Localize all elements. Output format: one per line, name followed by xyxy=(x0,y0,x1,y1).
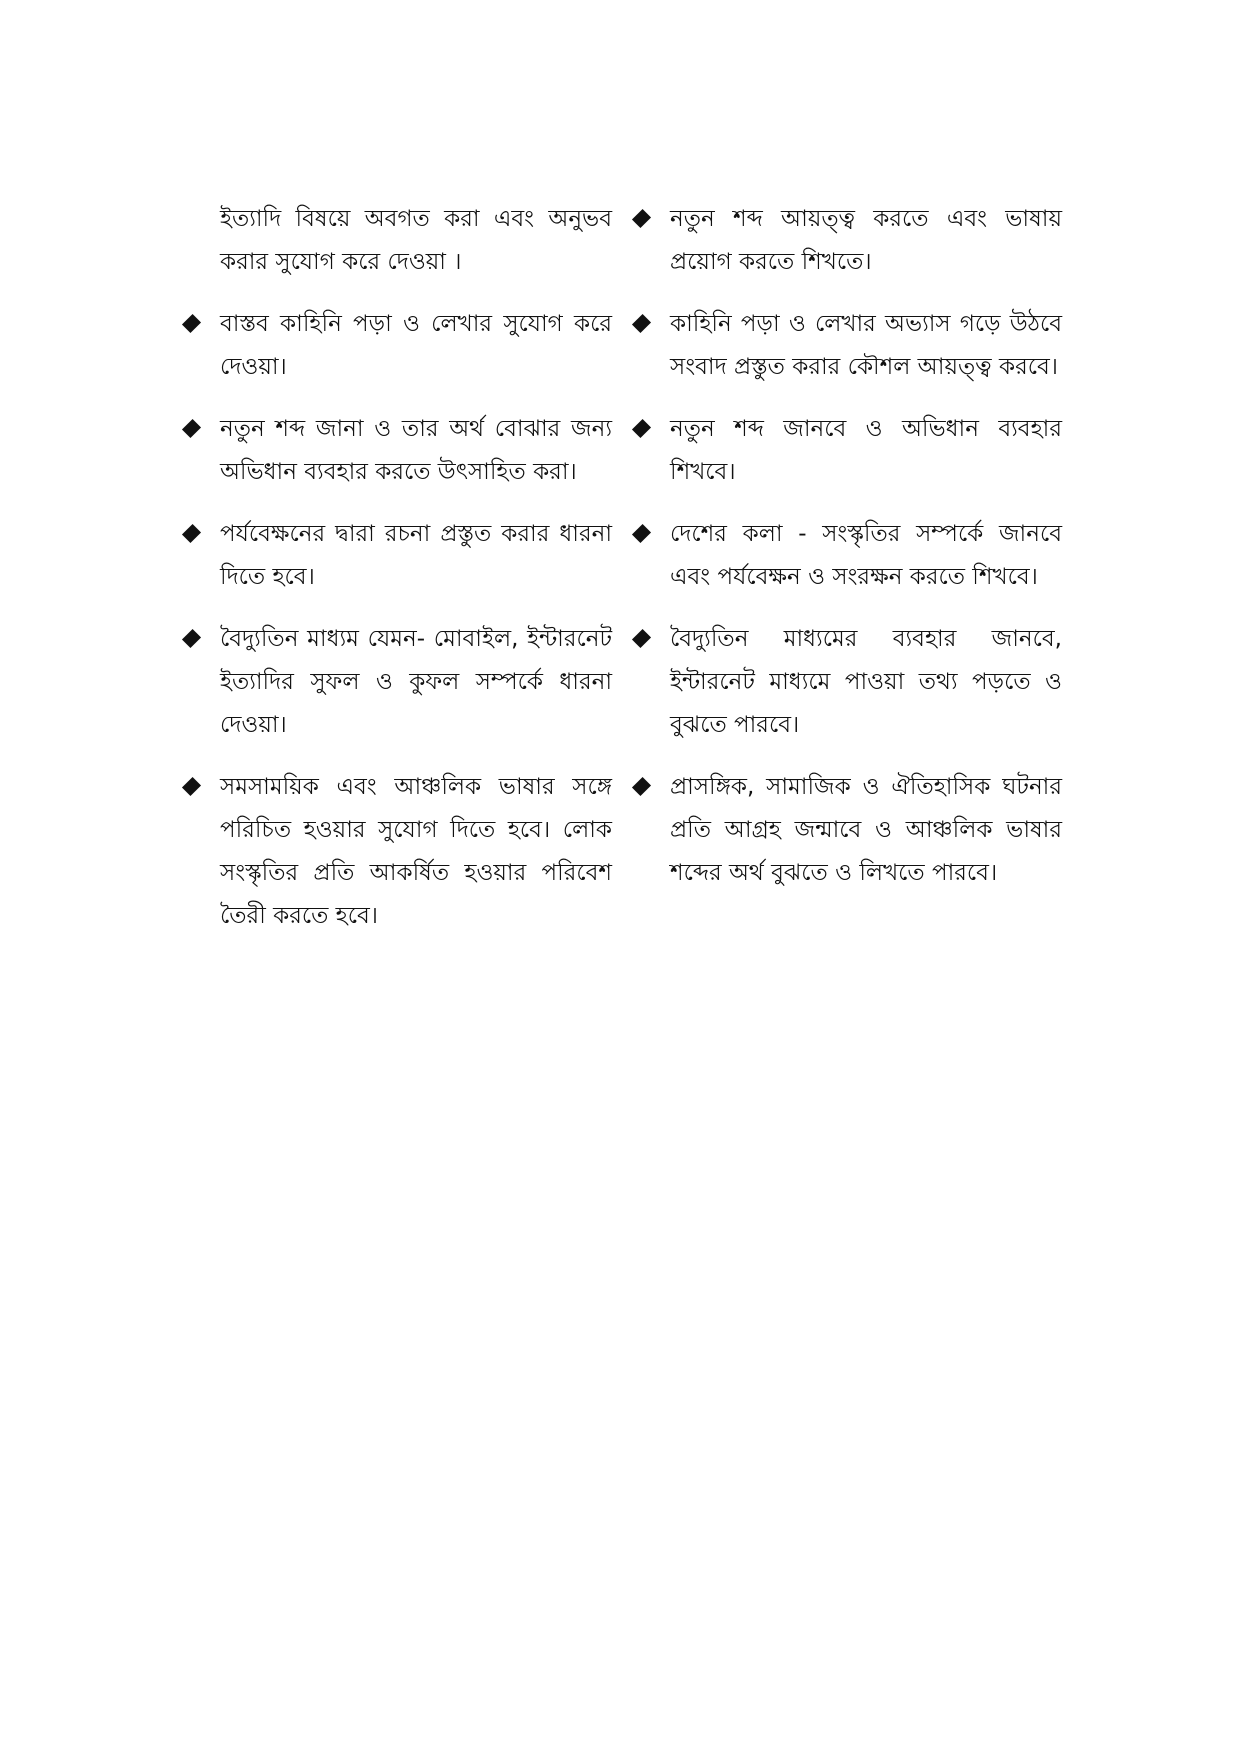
list-item-text: প্রাসঙ্গিক, সামাজিক ও ঐতিহাসিক ঘটনার প্রতি আগ্রহ জন্মাবে ও আঞ্চলিক ভাষার শব্দের অর্থ বুঝতে ও লিখতে পারবে। xyxy=(670,774,1062,886)
list-item xyxy=(180,303,612,389)
list-item xyxy=(180,198,612,284)
list-item xyxy=(630,618,1062,747)
list-item xyxy=(180,766,612,938)
list-item-text: বাস্তব কাহিনি পড়া ও লেখার সুযোগ করে দেওয়া। xyxy=(220,311,612,380)
list-item-text: দেশের কলা - সংস্কৃতির সম্পর্কে জানবে এবং পর্যবেক্ষন ও সংরক্ষন করতে শিখবে। xyxy=(670,521,1062,590)
list-item xyxy=(630,303,1062,389)
list-item-text: কাহিনি পড়া ও লেখার অভ্যাস গড়ে উঠবে সংবাদ প্রস্তুত করার কৌশল আয়ত্ত্ব করবে। xyxy=(670,311,1062,380)
diamond-bullet-icon xyxy=(632,524,651,543)
list-item-text: নতুন শব্দ জানা ও তার অর্থ বোঝার জন্য অভিধান ব্যবহার করতে উৎসাহিত করা। xyxy=(220,416,612,485)
diamond-bullet-icon xyxy=(632,629,651,648)
diamond-bullet-icon xyxy=(182,419,201,438)
list-item-text: সমসাময়িক এবং আঞ্চলিক ভাষার সঙ্গে পরিচিত হওয়ার সুযোগ দিতে হবে। লোক সংস্কৃতির প্রতি আকর্ষিত হওয়ার পরিবেশ তৈরী করতে হবে। xyxy=(220,774,612,929)
list-item-text: বৈদ্যুতিন মাধ্যম যেমন- মোবাইল, ইন্টারনেট ইত্যাদির সুফল ও কুফল সম্পর্কে ধারনা দেওয়া। xyxy=(220,626,612,738)
left-column xyxy=(180,198,612,957)
right-column xyxy=(630,198,1062,914)
list-item xyxy=(180,618,612,747)
list-item xyxy=(180,513,612,599)
list-item-text: নতুন শব্দ আয়ত্ত্ব করতে এবং ভাষায় প্রয়োগ করতে শিখতে। xyxy=(670,206,1062,275)
diamond-bullet-icon xyxy=(182,314,201,333)
list-item xyxy=(180,408,612,494)
list-item xyxy=(630,766,1062,895)
diamond-bullet-icon xyxy=(182,524,201,543)
diamond-bullet-icon xyxy=(632,419,651,438)
list-item xyxy=(630,408,1062,494)
list-item-text: ইত্যাদি বিষয়ে অবগত করা এবং অনুভব করার সুযোগ করে দেওয়া । xyxy=(220,206,612,275)
list-item-text: নতুন শব্দ জানবে ও অভিধান ব্যবহার শিখবে। xyxy=(670,416,1062,485)
list-item-text: পর্যবেক্ষনের দ্বারা রচনা প্রস্তুত করার ধারনা দিতে হবে। xyxy=(220,521,612,590)
list-item xyxy=(630,513,1062,599)
diamond-bullet-icon xyxy=(182,777,201,796)
diamond-bullet-icon xyxy=(182,629,201,648)
diamond-bullet-icon xyxy=(632,314,651,333)
list-item-text: বৈদ্যুতিন মাধ্যমের ব্যবহার জানবে, ইন্টারনেট মাধ্যমে পাওয়া তথ্য পড়তে ও বুঝতে পারবে। xyxy=(670,626,1062,738)
diamond-bullet-icon xyxy=(632,777,651,796)
list-item xyxy=(630,198,1062,284)
diamond-bullet-icon xyxy=(632,209,651,228)
